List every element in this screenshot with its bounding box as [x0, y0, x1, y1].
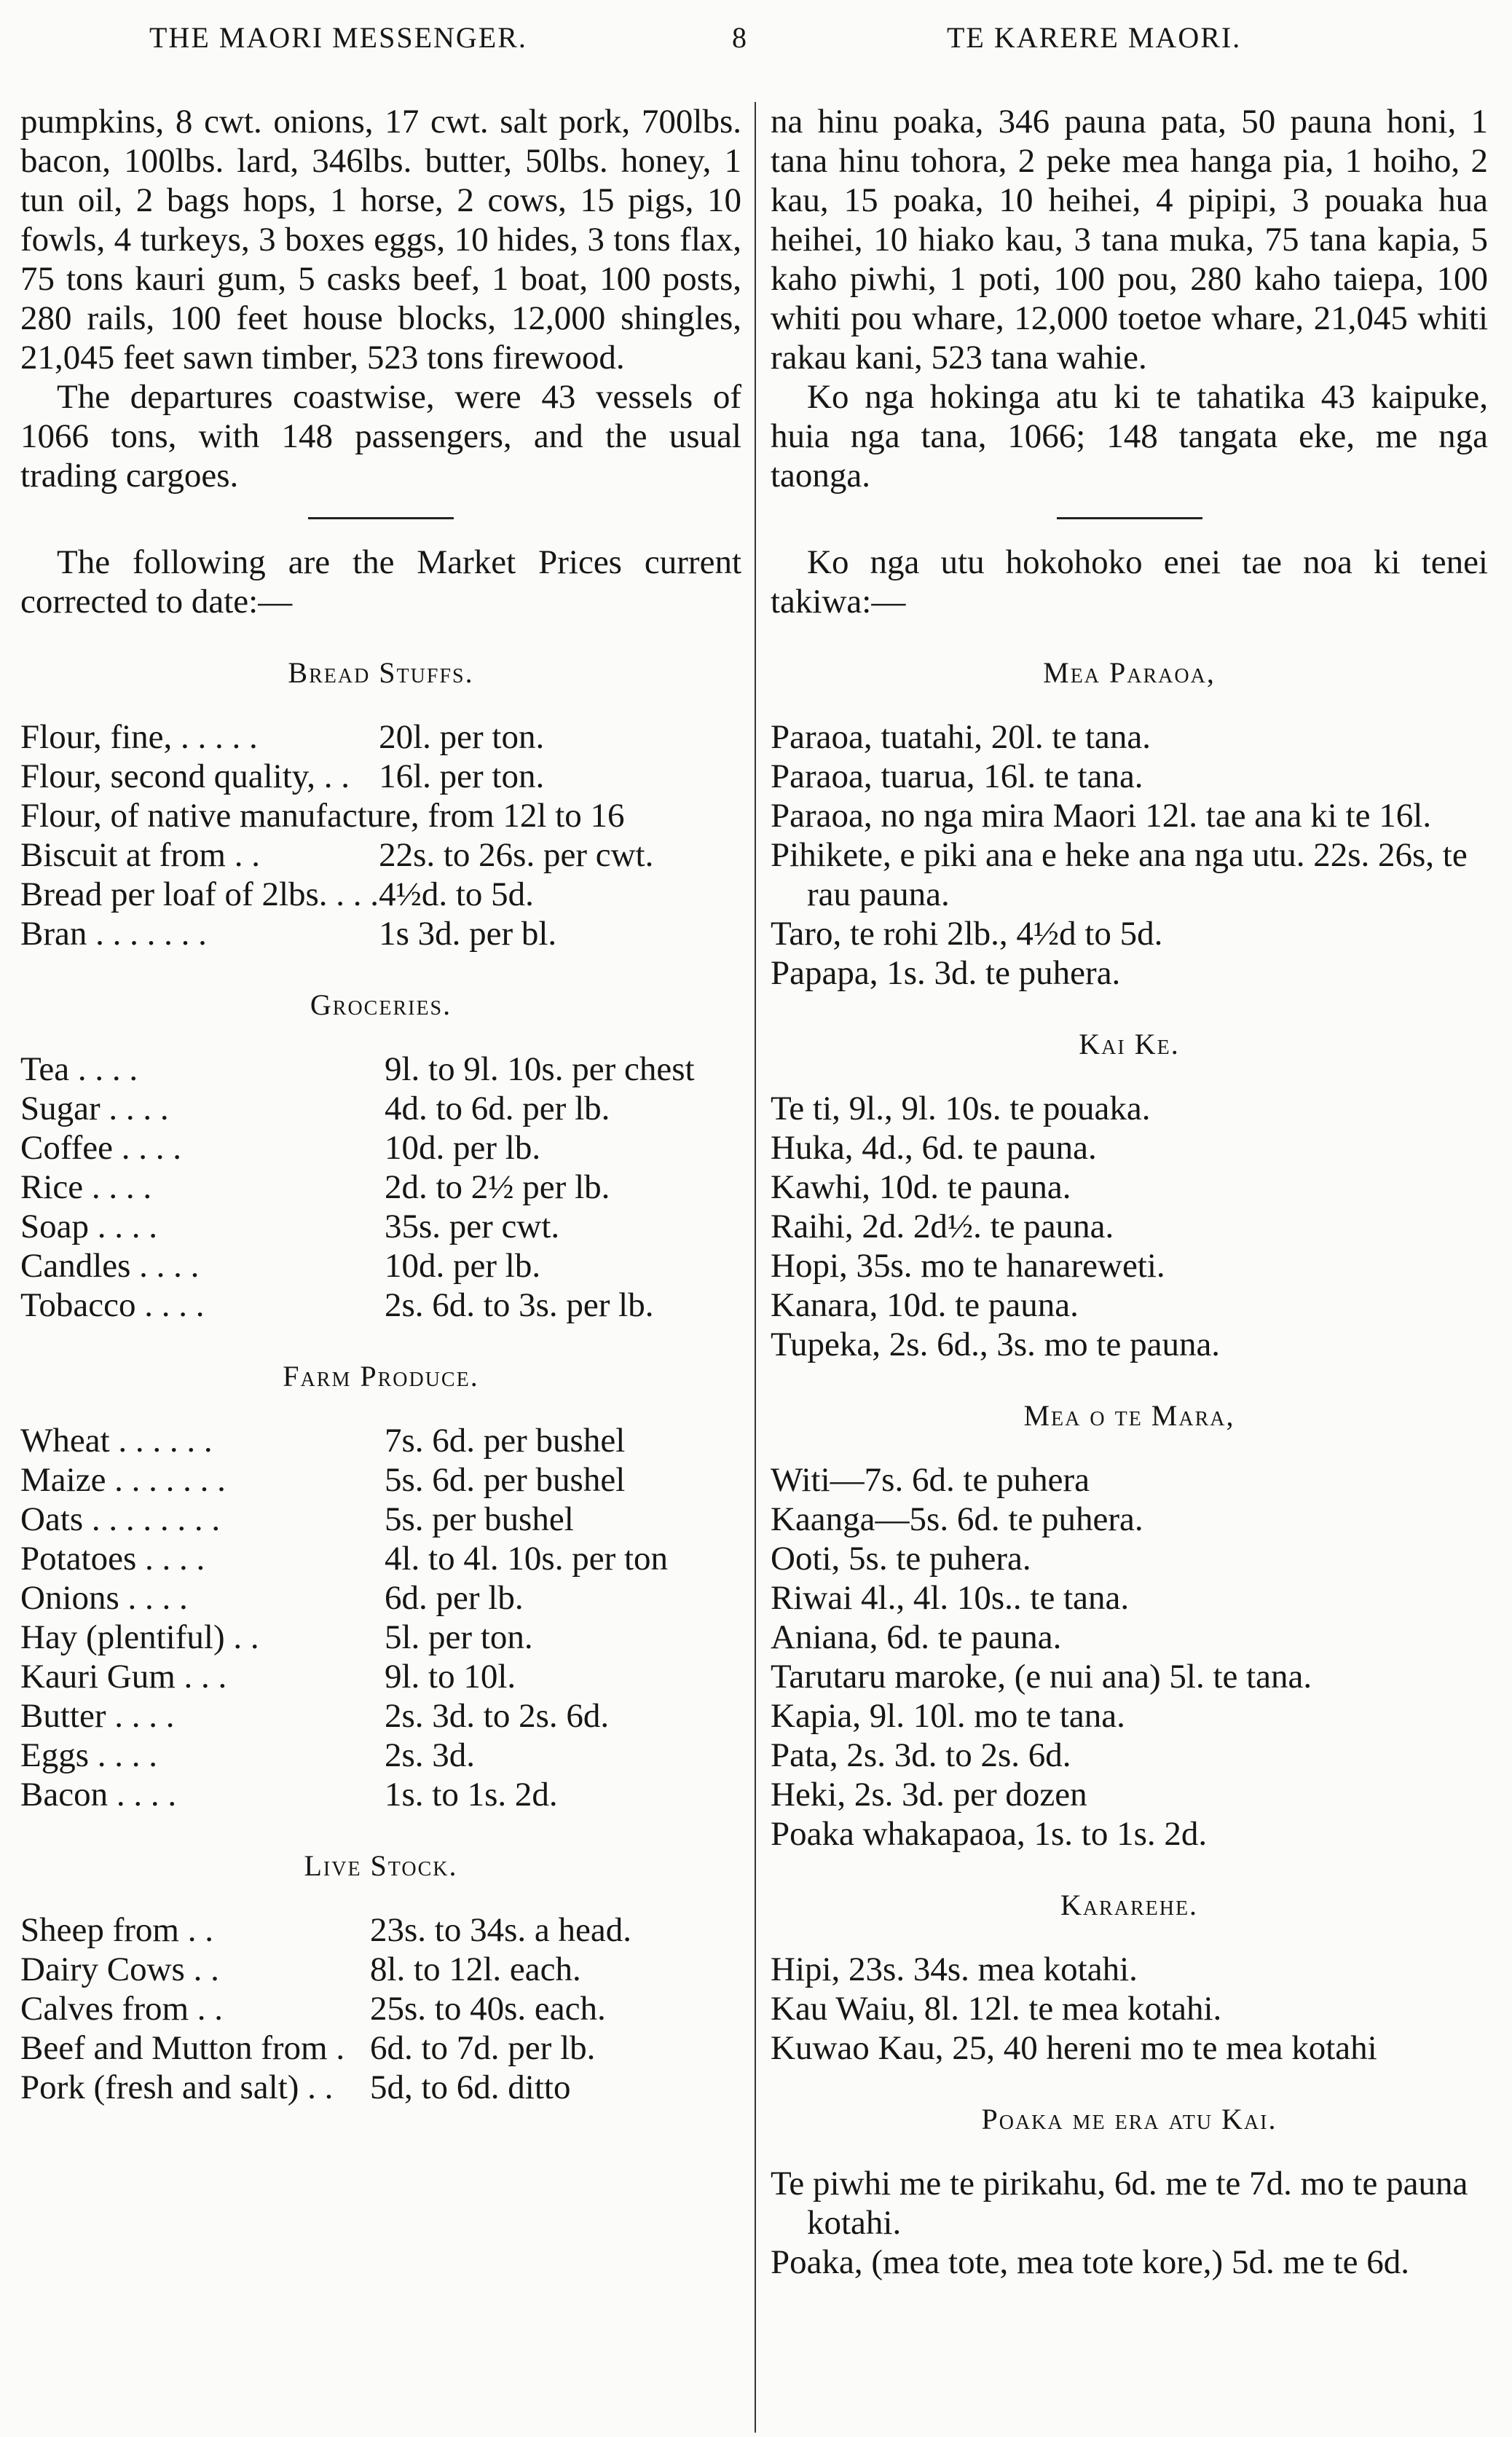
groceries-table: [20, 1050, 741, 1325]
groceries-heading: Groceries.: [310, 988, 452, 1021]
price-row: Maize . . . . . . . 5s. 6d. per bushel: [20, 1461, 626, 1499]
farm-produce-table: [20, 1421, 741, 1814]
list-item: Hipi, 23s. 34s. mea kotahi.: [771, 1950, 1138, 1988]
list-item: Kanara, 10d. te pauna.: [771, 1286, 1079, 1324]
list-item: Witi—7s. 6d. te puhera: [771, 1461, 1090, 1499]
list-item: Te piwhi me te pirikahu, 6d. me te 7d. mo te pauna kotahi.: [771, 2165, 1468, 2242]
list-item: Kapia, 9l. 10l. mo te tana.: [771, 1697, 1125, 1735]
cargo-paragraph-maori: na hinu poaka, 346 pauna pata, 50 pauna honi, 1 tana hinu tohora, 2 peke mea hanga pia, 1 hoiho, 2 kau, 15 poaka, 10 heihei, 4 pipipi, 3 pouaka hua heihei, 10 hiako kau, 3 tana muka, 75 tana kapia, 5 kaho piwhi, 1 poti, 100 pou, 280 kaho taiepa, 100 whiti pou whare, 12,000 toetoe whare, 21,045 whiti rakau kani, 523 tana wahie.: [771, 103, 1488, 377]
list-item: Poaka whakapaoa, 1s. to 1s. 2d.: [771, 1815, 1208, 1853]
list-item: Kawhi, 10d. te pauna.: [771, 1168, 1071, 1206]
list-item: Paraoa, tuarua, 16l. te tana.: [771, 757, 1143, 795]
bread-stuffs-table: [20, 717, 741, 953]
kararehe-heading: Kararehe.: [1060, 1889, 1199, 1921]
list-item: Ooti, 5s. te puhera.: [771, 1540, 1031, 1578]
mea-o-te-mara-heading: Mea o te Mara,: [1023, 1399, 1235, 1432]
list-item: Riwai 4l., 4l. 10s.. te tana.: [771, 1579, 1130, 1617]
price-row: Bacon . . . . 1s. to 1s. 2d.: [20, 1776, 558, 1814]
list-item: Raihi, 2d. 2d½. te pauna.: [771, 1208, 1114, 1245]
price-row: Eggs . . . . 2s. 3d.: [20, 1736, 476, 1774]
kai-ke-list: [771, 1089, 1488, 1364]
list-item: Taro, te rohi 2lb., 4½d to 5d.: [771, 915, 1163, 953]
header-right-title: TE KARERE MAORI.: [947, 21, 1242, 54]
list-item: Kuwao Kau, 25, 40 hereni mo te mea kotahi: [771, 2029, 1377, 2067]
price-row: Coffee . . . . 10d. per lb.: [20, 1129, 541, 1167]
live-stock-table: [20, 1910, 741, 2107]
price-row: Dairy Cows . . 8l. to 12l. each.: [20, 1950, 581, 1988]
page-number: 8: [732, 21, 748, 54]
price-row: Candles . . . . 10d. per lb.: [20, 1247, 541, 1285]
price-row: Rice . . . . 2d. to 2½ per lb.: [20, 1168, 610, 1206]
price-row: Sugar . . . . 4d. to 6d. per lb.: [20, 1090, 610, 1127]
list-item: Te ti, 9l., 9l. 10s. te pouaka.: [771, 1090, 1151, 1127]
list-item: Aniana, 6d. te pauna.: [771, 1618, 1062, 1656]
list-item: Heki, 2s. 3d. per dozen: [771, 1776, 1087, 1814]
list-item: Kaanga—5s. 6d. te puhera.: [771, 1500, 1143, 1538]
price-row: Onions . . . . 6d. per lb.: [20, 1579, 524, 1617]
market-intro: The following are the Market Prices current corrected to date:—: [20, 543, 741, 621]
price-row: Flour, of native manufacture, from 12l to 16: [20, 797, 625, 835]
mea-paraoa-list: [771, 717, 1488, 993]
kai-ke-heading: Kai Ke.: [1079, 1028, 1180, 1060]
maori-column: [771, 102, 1488, 2282]
list-item: Poaka, (mea tote, mea tote kore,) 5d. me te 6d.: [771, 2243, 1410, 2281]
market-intro-maori: Ko nga utu hokohoko enei tae noa ki tenei takiwa:—: [771, 543, 1488, 621]
list-item: Hopi, 35s. mo te hanareweti.: [771, 1247, 1165, 1285]
column-divider: [755, 102, 756, 2433]
price-row: Flour, second quality, . . 16l. per ton.: [20, 757, 545, 795]
price-row: Bread per loaf of 2lbs. . . . 4½d. to 5d.: [20, 875, 534, 913]
live-stock-heading: Live Stock.: [304, 1849, 458, 1882]
list-item: Paraoa, tuatahi, 20l. te tana.: [771, 718, 1151, 756]
header-left-title: THE MAORI MESSENGER.: [149, 21, 527, 54]
list-item: Huka, 4d., 6d. te pauna.: [771, 1129, 1097, 1167]
price-row: Calves from . . 25s. to 40s. each.: [20, 1990, 606, 2028]
list-item: Tarutaru maroke, (e nui ana) 5l. te tana.: [771, 1658, 1312, 1696]
kararehe-list: [771, 1950, 1488, 2068]
list-item: Kau Waiu, 8l. 12l. te mea kotahi.: [771, 1990, 1222, 2028]
list-item: Paraoa, no nga mira Maori 12l. tae ana ki te 16l.: [771, 797, 1432, 835]
price-row: Kauri Gum . . . 9l. to 10l.: [20, 1658, 516, 1696]
price-row: Tobacco . . . . 2s. 6d. to 3s. per lb.: [20, 1286, 654, 1324]
price-row: Beef and Mutton from . 6d. to 7d. per lb.: [20, 2029, 596, 2067]
price-row: Flour, fine, . . . . . 20l. per ton.: [20, 718, 545, 756]
price-row: Hay (plentiful) . . 5l. per ton.: [20, 1618, 533, 1656]
price-row: Sheep from . . 23s. to 34s. a head.: [20, 1911, 631, 1949]
mea-o-te-mara-list: [771, 1460, 1488, 1854]
list-item: Pata, 2s. 3d. to 2s. 6d.: [771, 1736, 1071, 1774]
price-row: Potatoes . . . . 4l. to 4l. 10s. per ton: [20, 1540, 669, 1578]
section-rule: [1057, 517, 1202, 519]
page-header: [0, 20, 1512, 71]
price-row: Wheat . . . . . . 7s. 6d. per bushel: [20, 1422, 626, 1460]
departures-paragraph: The departures coastwise, were 43 vessels of 1066 tons, with 148 passengers, and the usual trading cargoes.: [20, 378, 741, 495]
bread-stuffs-heading: Bread Stuffs.: [288, 656, 474, 689]
price-row: Oats . . . . . . . . 5s. per bushel: [20, 1500, 574, 1538]
price-row: Bran . . . . . . . 1s 3d. per bl.: [20, 915, 557, 953]
price-row: Biscuit at from . . 22s. to 26s. per cwt.: [20, 836, 654, 874]
list-item: Pihikete, e piki ana e heke ana nga utu. 22s. 26s, te rau pauna.: [771, 836, 1468, 913]
farm-produce-heading: Farm Produce.: [283, 1360, 479, 1393]
poaka-heading: Poaka me era atu Kai.: [981, 2103, 1277, 2135]
price-row: Butter . . . . 2s. 3d. to 2s. 6d.: [20, 1697, 610, 1735]
price-row: Pork (fresh and salt) . . 5d, to 6d. ditto: [20, 2068, 571, 2106]
cargo-paragraph: pumpkins, 8 cwt. onions, 17 cwt. salt pork, 700lbs. bacon, 100lbs. lard, 346lbs. butter, 50lbs. honey, 1 tun oil, 2 bags hops, 1 horse, 2 cows, 15 pigs, 10 fowls, 4 turkeys, 3 boxes eggs, 10 hides, 3 tons flax, 75 tons kauri gum, 5 casks beef, 1 boat, 100 posts, 280 rails, 100 feet house blocks, 12,000 shingles, 21,045 feet sawn timber, 523 tons firewood.: [20, 103, 741, 377]
mea-paraoa-heading: Mea Paraoa,: [1043, 656, 1216, 689]
price-row: Soap . . . . 35s. per cwt.: [20, 1208, 560, 1245]
price-row: Tea . . . . 9l. to 9l. 10s. per chest: [20, 1050, 695, 1088]
list-item: Papapa, 1s. 3d. te puhera.: [771, 954, 1121, 992]
departures-paragraph-maori: Ko nga hokinga atu ki te tahatika 43 kaipuke, huia nga tana, 1066; 148 tangata eke, me nga taonga.: [771, 378, 1488, 495]
poaka-list: [771, 2164, 1488, 2282]
english-column: [20, 102, 741, 2107]
section-rule: [308, 517, 454, 519]
list-item: Tupeka, 2s. 6d., 3s. mo te pauna.: [771, 1326, 1221, 1363]
